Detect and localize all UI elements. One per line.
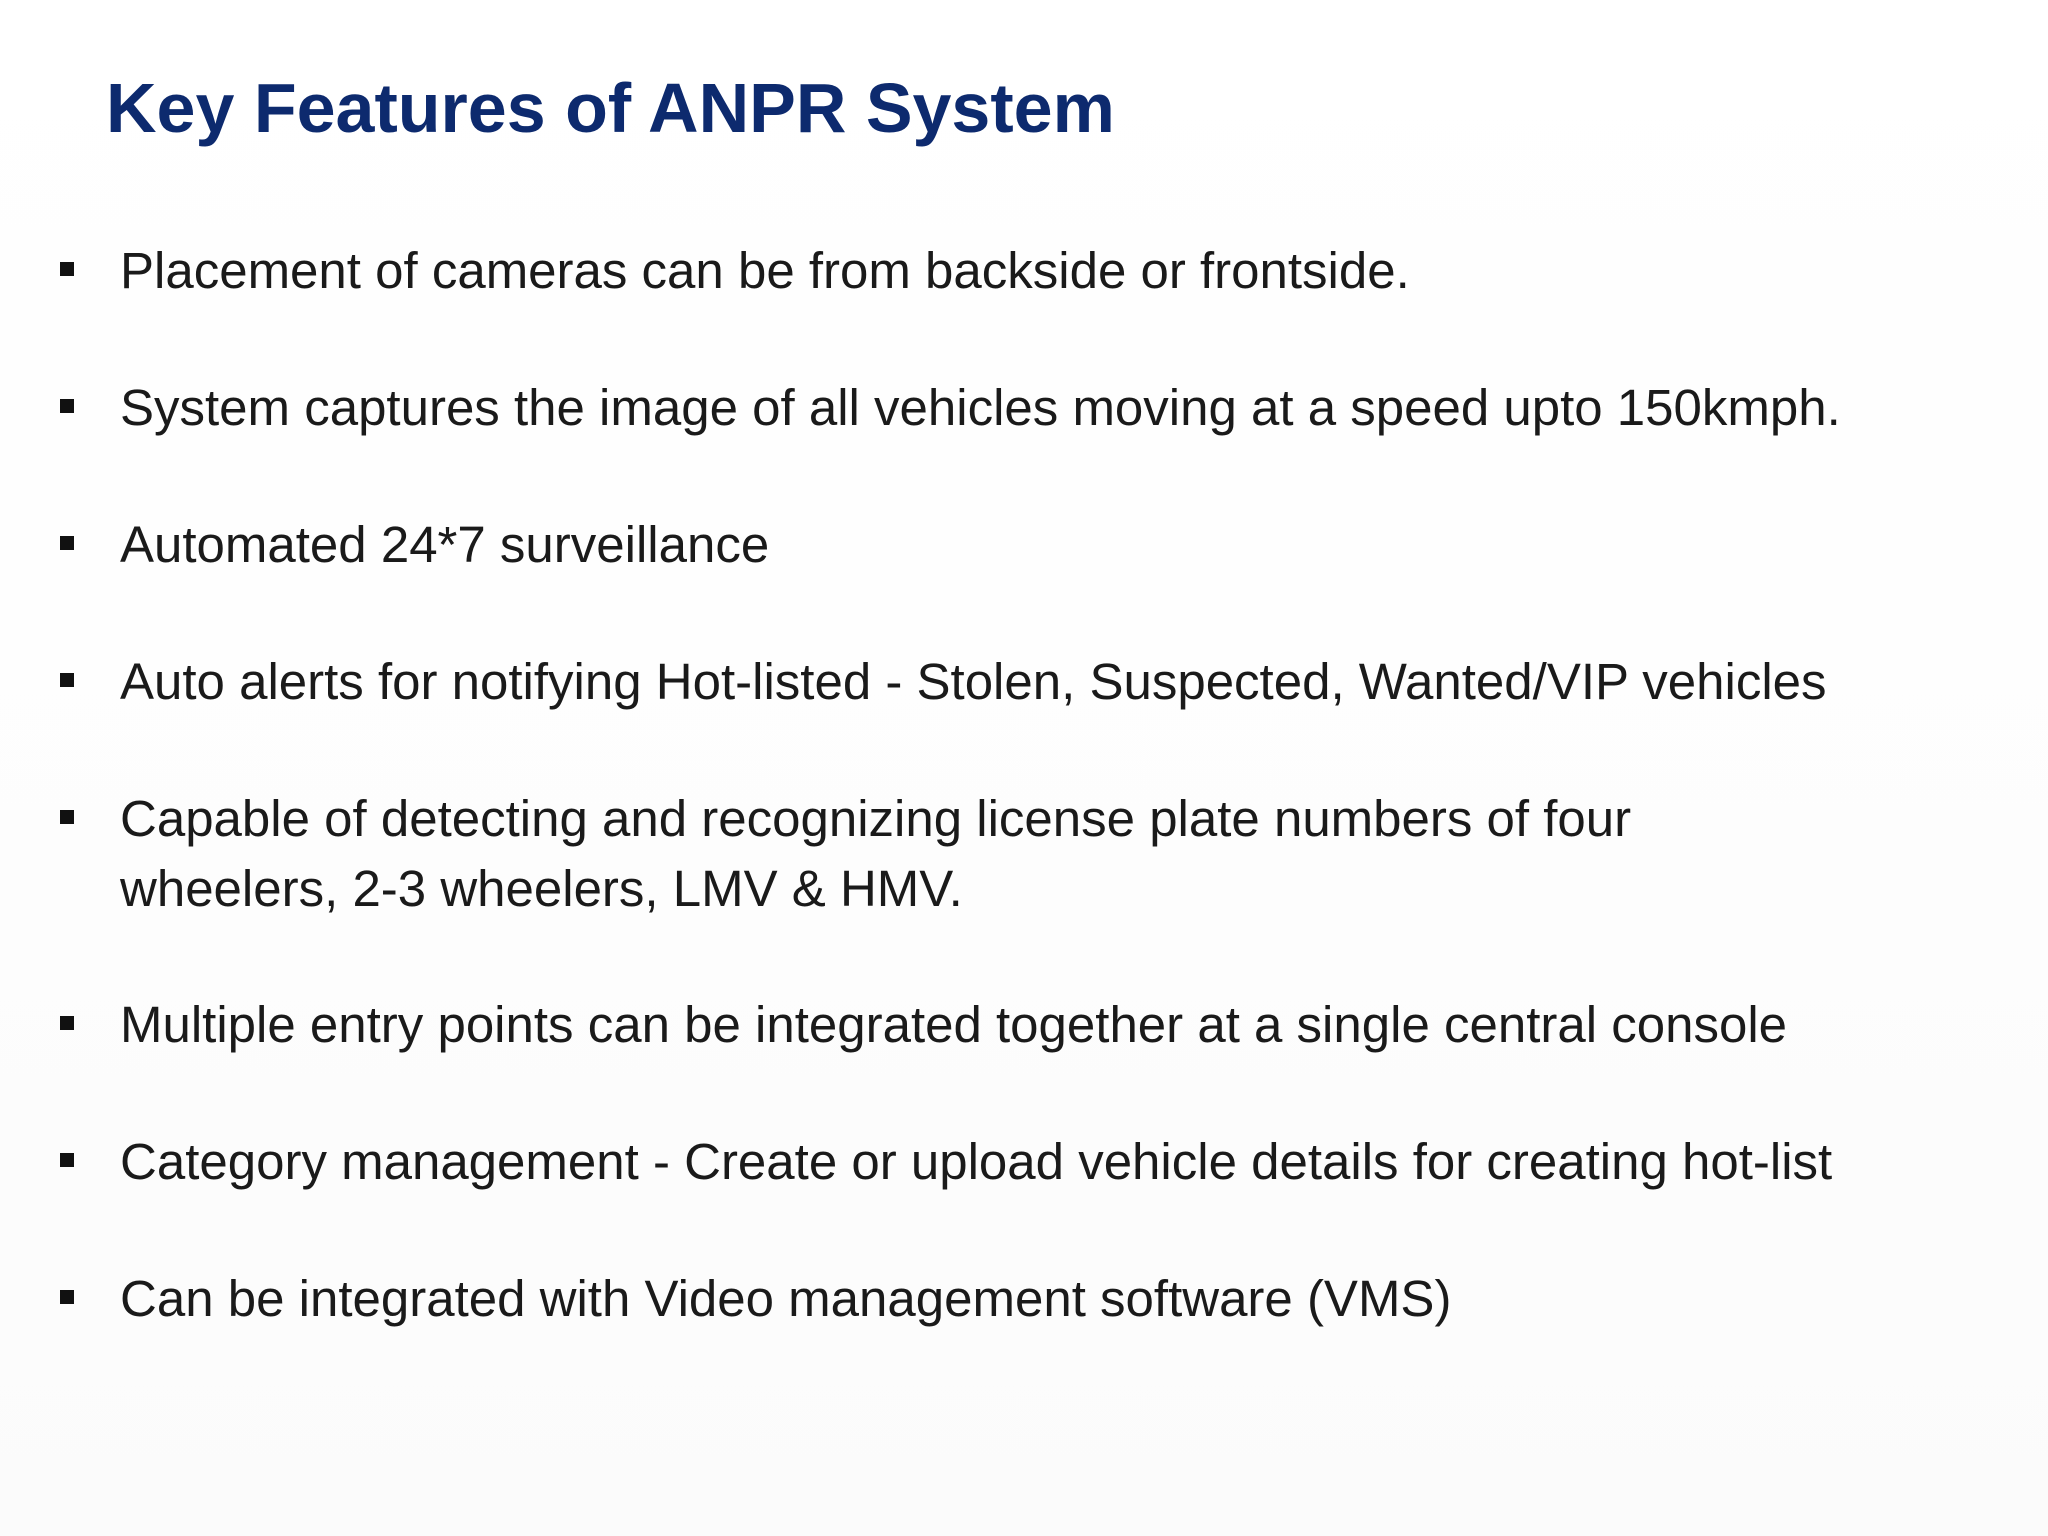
- square-bullet-icon: [60, 1016, 74, 1030]
- bullet-text: Category management - Create or upload vehicle details for creating hot-list: [120, 1133, 1833, 1190]
- bullet-text: Auto alerts for notifying Hot-listed - Stolen, Suspected, Wanted/VIP vehicles: [120, 653, 1827, 710]
- bullet-text: Multiple entry points can be integrated together at a single central console: [120, 996, 1788, 1053]
- square-bullet-icon: [60, 399, 74, 413]
- square-bullet-icon: [60, 1153, 74, 1167]
- square-bullet-icon: [60, 1290, 74, 1304]
- slide-title: Key Features of ANPR System: [106, 69, 1115, 147]
- bullet-text: Automated 24*7 surveillance: [120, 516, 770, 573]
- bullet-text: Capable of detecting and recognizing license plate numbers of four wheelers, 2-3 wheelers, LMV & HMV.: [120, 790, 1632, 917]
- bullet-text: Can be integrated with Video management software (VMS): [120, 1270, 1452, 1327]
- bullet-text: System captures the image of all vehicles moving at a speed upto 150kmph.: [120, 379, 1841, 436]
- square-bullet-icon: [60, 536, 74, 550]
- square-bullet-icon: [60, 810, 74, 824]
- square-bullet-icon: [60, 673, 74, 687]
- square-bullet-icon: [60, 262, 74, 276]
- bullet-text: Placement of cameras can be from backside or frontside.: [120, 242, 1410, 299]
